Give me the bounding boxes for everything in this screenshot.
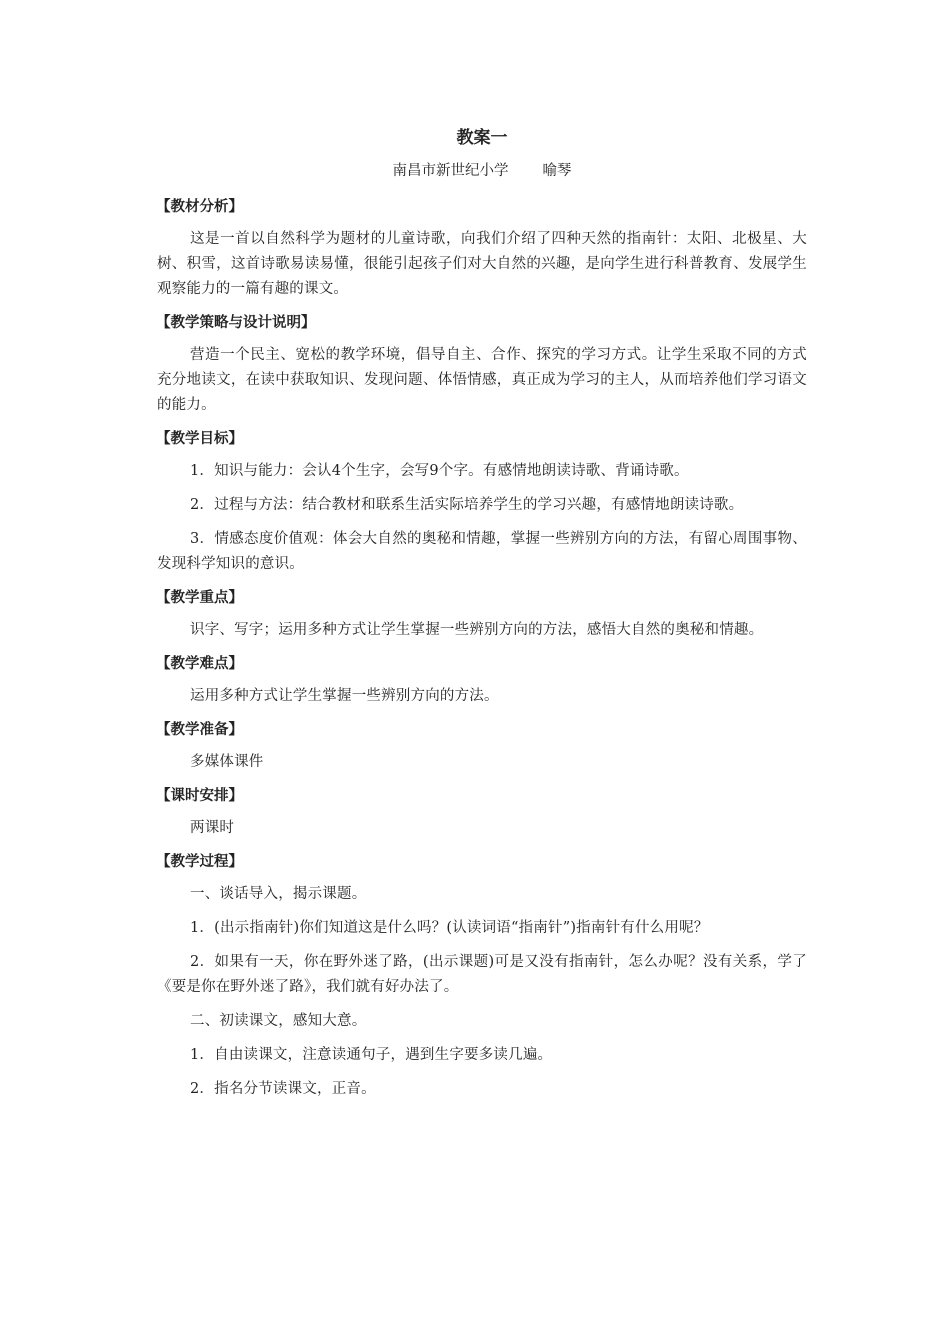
section-heading-difficulties: 【教学难点】 [156,656,243,672]
section-heading-preparation: 【教学准备】 [156,722,243,738]
paragraph: 两课时 [190,820,235,836]
paragraph: 运用多种方式让学生掌握一些辨别方向的方法。 [190,688,499,704]
section-heading-process: 【教学过程】 [156,854,243,870]
paragraph: 3．情感态度价值观：体会大自然的奥秘和情趣，掌握一些辨别方向的方法，有留心周围事物、发现科学知识的意识。 [157,531,807,572]
section-heading-objectives: 【教学目标】 [156,431,243,447]
document-author-line [157,159,807,183]
paragraph: 这是一首以自然科学为题材的儿童诗歌，向我们介绍了四种天然的指南针：太阳、北极星、大树、积雪，这首诗歌易读易懂，很能引起孩子们对大自然的兴趣，是向学生进行科普教育、发展学生观察能力的一篇有趣的课文。 [157,231,807,297]
paragraph: 2．如果有一天，你在野外迷了路，(出示课题)可是又没有指南针，怎么办呢？没有关系，学了《要是你在野外迷了路》，我们就有好办法了。 [157,954,807,995]
author-name: 喻琴 [542,163,572,179]
document-page [157,118,807,1102]
paragraph: 多媒体课件 [190,754,264,770]
paragraph: 二、初读课文，感知大意。 [190,1013,367,1029]
paragraph: 1．自由读课文，注意读通句子，遇到生字要多读几遍。 [190,1047,553,1063]
section-heading-textbook-analysis: 【教材分析】 [156,199,243,215]
paragraph: 2．指名分节读课文，正音。 [190,1081,376,1097]
section-heading-schedule: 【课时安排】 [156,788,243,804]
document-title: 教案一 [456,128,508,148]
author-school: 南昌市新世纪小学 [392,163,509,179]
paragraph: 2．过程与方法：结合教材和联系生活实际培养学生的学习兴趣，有感情地朗读诗歌。 [190,497,744,513]
section-heading-strategy: 【教学策略与设计说明】 [156,315,316,331]
paragraph: 一、谈话导入，揭示课题。 [190,886,367,902]
section-heading-key-points: 【教学重点】 [156,590,243,606]
paragraph: 识字、写字；运用多种方式让学生掌握一些辨别方向的方法，感悟大自然的奥秘和情趣。 [190,622,764,638]
paragraph: 营造一个民主、宽松的教学环境，倡导自主、合作、探究的学习方式。让学生采取不同的方式充分地读文，在读中获取知识、发现问题、体悟情感，真正成为学习的主人，从而培养他们学习语文的能力。 [157,347,807,413]
paragraph: 1．知识与能力：会认4个生字，会写9个字。有感情地朗读诗歌、背诵诗歌。 [190,463,689,479]
paragraph: 1．(出示指南针)你们知道这是什么吗？(认读词语“指南针”)指南针有什么用呢？ [190,920,709,936]
